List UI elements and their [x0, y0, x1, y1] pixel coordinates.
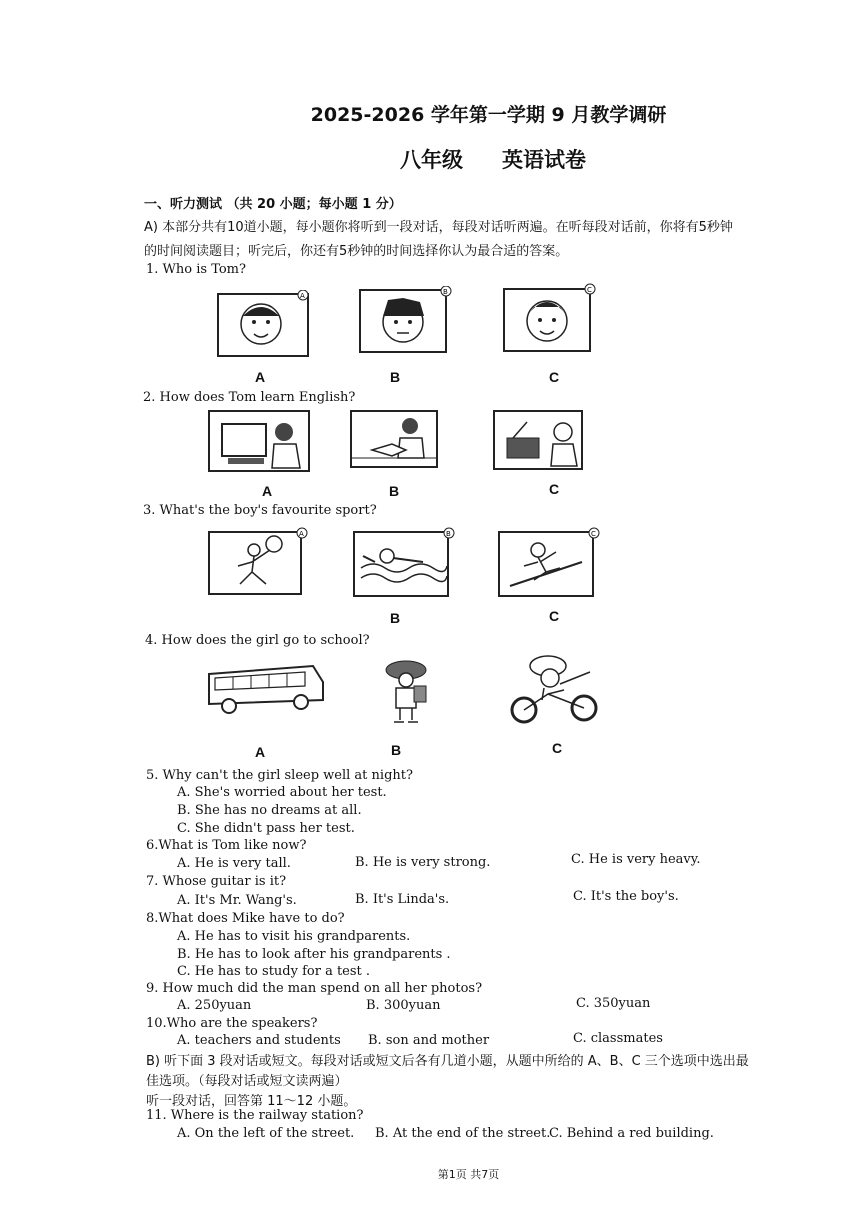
- q9-option-b: B. 300yuan: [366, 998, 441, 1013]
- q7-option-b: B. It's Linda's.: [355, 892, 450, 907]
- q7-option-c: C. It's the boy's.: [573, 889, 679, 904]
- section-heading: 一、听力测试 （共 20 小题；每小题 1 分）: [144, 197, 402, 212]
- q8-option-b: B. He has to look after his grandparents .: [177, 947, 451, 962]
- q3-label-c: C: [549, 608, 560, 624]
- q9-option-c: C. 350yuan: [576, 996, 651, 1011]
- q10-option-a: A. teachers and students: [177, 1033, 341, 1048]
- q11-option-b: B. At the end of the street.: [375, 1126, 551, 1141]
- q3-option-b-image: [353, 526, 455, 598]
- svg-text:A: A: [299, 530, 304, 538]
- q11-option-c: C. Behind a red building.: [549, 1126, 714, 1141]
- question-6: 6.What is Tom like now?: [146, 838, 307, 853]
- q4-option-c-image: [504, 654, 604, 726]
- question-2: 2. How does Tom learn English?: [143, 390, 356, 405]
- part-b-instructions-1: B) 听下面 3 段对话或短文。每段对话或短文后各有几道小题，从题中所给的 A、B、C 三个选项中选出最: [146, 1054, 749, 1069]
- page-footer: 第1页 共7页: [437, 1168, 500, 1181]
- q8-option-a: A. He has to visit his grandparents.: [177, 929, 411, 944]
- q4-option-a-image: [205, 660, 327, 716]
- q10-option-b: B. son and mother: [368, 1033, 490, 1048]
- q2-label-c: C: [549, 481, 560, 497]
- q7-option-a: A. It's Mr. Wang's.: [177, 893, 297, 908]
- part-a-instructions-1: A) 本部分共有10道小题，每小题你将听到一段对话，每段对话听两遍。在听每段对话前，你将有5秒钟: [144, 220, 733, 235]
- q1-label-c: C: [549, 369, 560, 385]
- q6-option-c: C. He is very heavy.: [571, 852, 701, 867]
- q5-option-a: A. She's worried about her test.: [177, 785, 387, 800]
- part-b-instructions-3: 听一段对话，回答第 11～12 小题。: [146, 1094, 357, 1109]
- question-4: 4. How does the girl go to school?: [145, 633, 370, 648]
- q3-option-c-image: [498, 526, 602, 598]
- q5-option-c: C. She didn't pass her test.: [177, 821, 355, 836]
- part-b-instructions-2: 佳选项。（每段对话或短文读两遍）: [146, 1074, 348, 1089]
- q3-option-a-image: [208, 526, 308, 596]
- svg-text:C: C: [587, 286, 592, 294]
- exam-title: 2025-2026 学年第一学期 9 月教学调研: [310, 104, 667, 126]
- question-5: 5. Why can't the girl sleep well at night?: [146, 768, 413, 783]
- q3-label-b: B: [390, 610, 401, 626]
- q5-option-b: B. She has no dreams at all.: [177, 803, 362, 818]
- q9-option-a: A. 250yuan: [177, 998, 252, 1013]
- question-1: 1. Who is Tom?: [146, 262, 246, 277]
- question-9: 9. How much did the man spend on all her photos?: [146, 981, 483, 996]
- question-8: 8.What does Mike have to do?: [146, 911, 345, 926]
- part-a-instructions-2: 的时间阅读题目；听完后，你还有5秒钟的时间选择你认为最合适的答案。: [144, 244, 569, 259]
- q8-option-c: C. He has to study for a test .: [177, 964, 371, 979]
- question-7: 7. Whose guitar is it?: [146, 874, 287, 889]
- q4-label-c: C: [552, 740, 563, 756]
- q10-option-c: C. classmates: [573, 1031, 663, 1046]
- q6-option-a: A. He is very tall.: [177, 856, 291, 871]
- question-3: 3. What's the boy's favourite sport?: [143, 503, 377, 518]
- q1-label-b: B: [390, 369, 401, 385]
- svg-text:B: B: [443, 288, 448, 296]
- subject-label: 英语试卷: [502, 148, 586, 172]
- q2-option-b-image: [350, 410, 440, 470]
- svg-text:B: B: [446, 530, 451, 538]
- q2-option-a-image: [208, 410, 312, 474]
- q2-option-c-image: [493, 410, 585, 472]
- q1-option-b-image: [358, 286, 454, 356]
- q4-option-b-image: [376, 656, 438, 726]
- question-11: 11. Where is the railway station?: [146, 1108, 364, 1123]
- question-10: 10.Who are the speakers?: [146, 1016, 318, 1031]
- q4-label-b: B: [391, 742, 402, 758]
- q11-option-a: A. On the left of the street.: [177, 1126, 355, 1141]
- svg-text:C: C: [591, 530, 596, 538]
- q1-label-a: A: [255, 369, 266, 385]
- q1-option-c-image: [502, 283, 598, 355]
- q4-label-a: A: [255, 744, 266, 760]
- q2-label-a: A: [262, 483, 273, 499]
- q1-option-a-image: [216, 290, 312, 358]
- svg-text:A: A: [300, 292, 305, 300]
- grade-label: 八年级: [400, 148, 463, 172]
- q6-option-b: B. He is very strong.: [355, 855, 491, 870]
- q2-label-b: B: [389, 483, 400, 499]
